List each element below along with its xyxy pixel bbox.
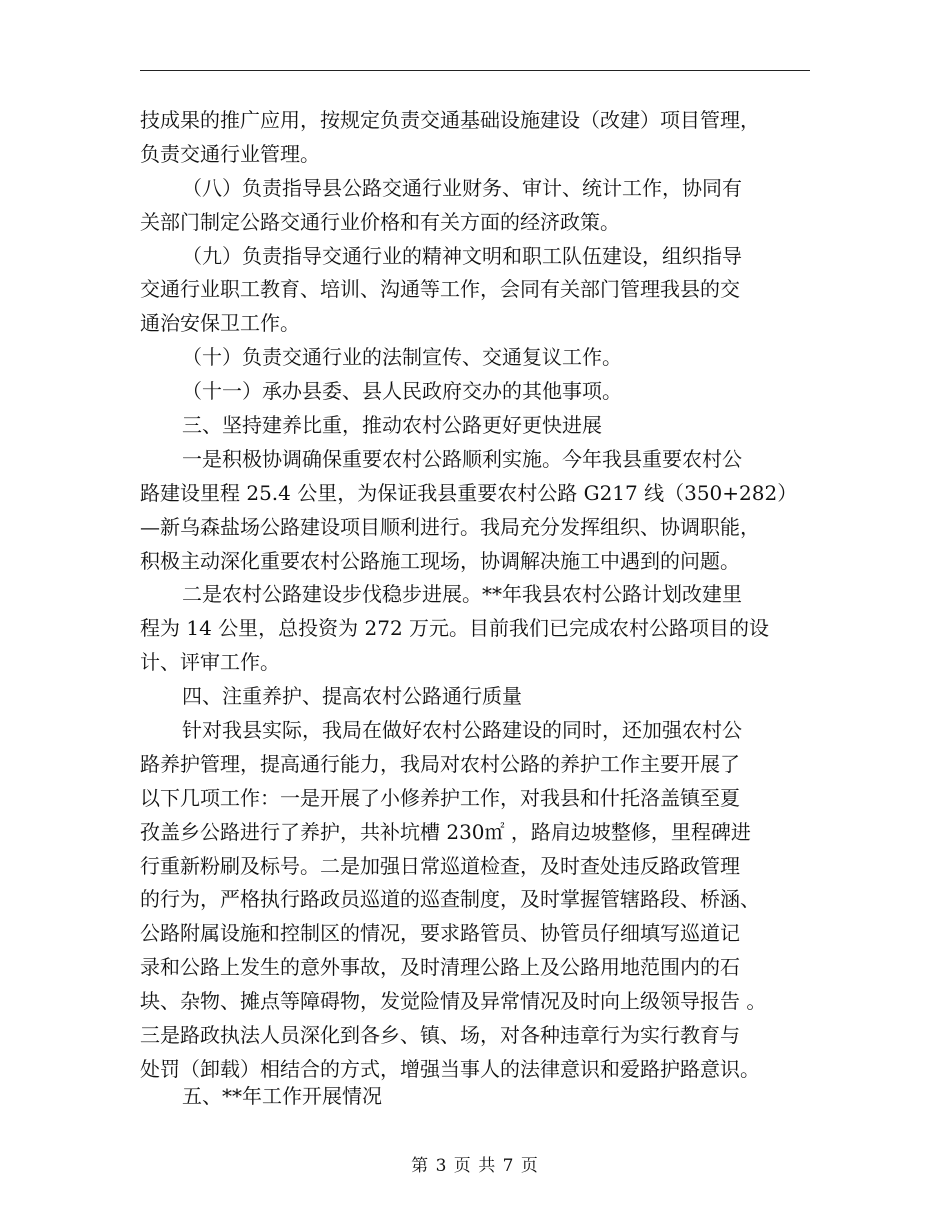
text-line: 二是农村公路建设步伐稳步进展。**年我县农村公路计划改建里 [182, 582, 742, 607]
text-line: 交通行业职工教育、培训、沟通等工作，会同有关部门管理我县的交 [140, 277, 740, 302]
text-line: 积极主动深化重要农村公路施工现场，协调解决施工中遇到的问题。 [140, 548, 740, 573]
document-body [140, 104, 812, 1087]
text-line: 公路附属设施和控制区的情况，要求路管员、协管员仔细填写巡道记 [140, 921, 740, 946]
section-heading-5: 五、**年工作开展情况 [182, 1084, 382, 1108]
text-line: 四、注重养护、提高农村公路通行质量 [182, 684, 522, 709]
text-line: 三、坚持建养比重，推动农村公路更好更快进展 [182, 413, 602, 438]
text-line: 的行为，严格执行路政员巡道的巡查制度，及时掌握管辖路段、桥涵、 [140, 887, 760, 912]
page-footer: 第 3 页 共 7 页 [411, 1156, 539, 1176]
text-line: 负责交通行业管理。 [140, 141, 320, 166]
text-line: 以下几项工作：一是开展了小修养护工作，对我县和什托洛盖镇至夏 [140, 785, 740, 810]
text-line: 处罚（卸载）相结合的方式，增强当事人的法律意识和爱路护路意识。 [140, 1056, 760, 1081]
text-line: （九）负责指导交通行业的精神文明和职工队伍建设，组织指导 [182, 243, 742, 268]
text-line: 录和公路上发生的意外事故，及时清理公路上及公路用地范围内的石 [140, 955, 740, 980]
text-line: （十）负责交通行业的法制宣传、交通复议工作。 [182, 345, 622, 370]
text-line: 路建设里程 25.4 公里，为保证我县重要农村公路 G217 线（350+282） [140, 480, 798, 505]
text-line: 孜盖乡公路进行了养护，共补坑槽 230㎡ ，路肩边坡整修，里程碑进 [140, 819, 751, 844]
text-line: 块、杂物、摊点等障碍物，发觉险情及异常情况及时向上级领导报告 。 [140, 989, 767, 1014]
text-line: —新乌森盐场公路建设项目顺利进行。我局充分发挥组织、协调职能， [140, 514, 760, 539]
text-line: （十一）承办县委、县人民政府交办的其他事项。 [182, 379, 622, 404]
text-line: 行重新粉刷及标号。二是加强日常巡道检查，及时查处违反路政管理 [140, 853, 740, 878]
text-line: 针对我县实际，我局在做好农村公路建设的同时，还加强农村公 [182, 718, 742, 743]
text-line: 路养护管理，提高通行能力，我局对农村公路的养护工作主要开展了 [140, 751, 740, 776]
text-line: 通治安保卫工作。 [140, 311, 300, 336]
text-line: （八）负责指导县公路交通行业财务、审计、统计工作，协同有 [182, 175, 742, 200]
text-line: 关部门制定公路交通行业价格和有关方面的经济政策。 [140, 209, 620, 234]
text-line: 技成果的推广应用，按规定负责交通基础设施建设（改建）项目管理， [140, 108, 760, 132]
text-line: 程为 14 公里，总投资为 272 万元。目前我们已完成农村公路项目的设 [140, 616, 770, 641]
text-line: 计、评审工作。 [140, 650, 280, 675]
header-rule [140, 70, 810, 71]
text-line: 三是路政执法人员深化到各乡、镇、场，对各种违章行为实行教育与 [140, 1023, 740, 1048]
text-line: 一是积极协调确保重要农村公路顺利实施。今年我县重要农村公 [182, 446, 742, 471]
